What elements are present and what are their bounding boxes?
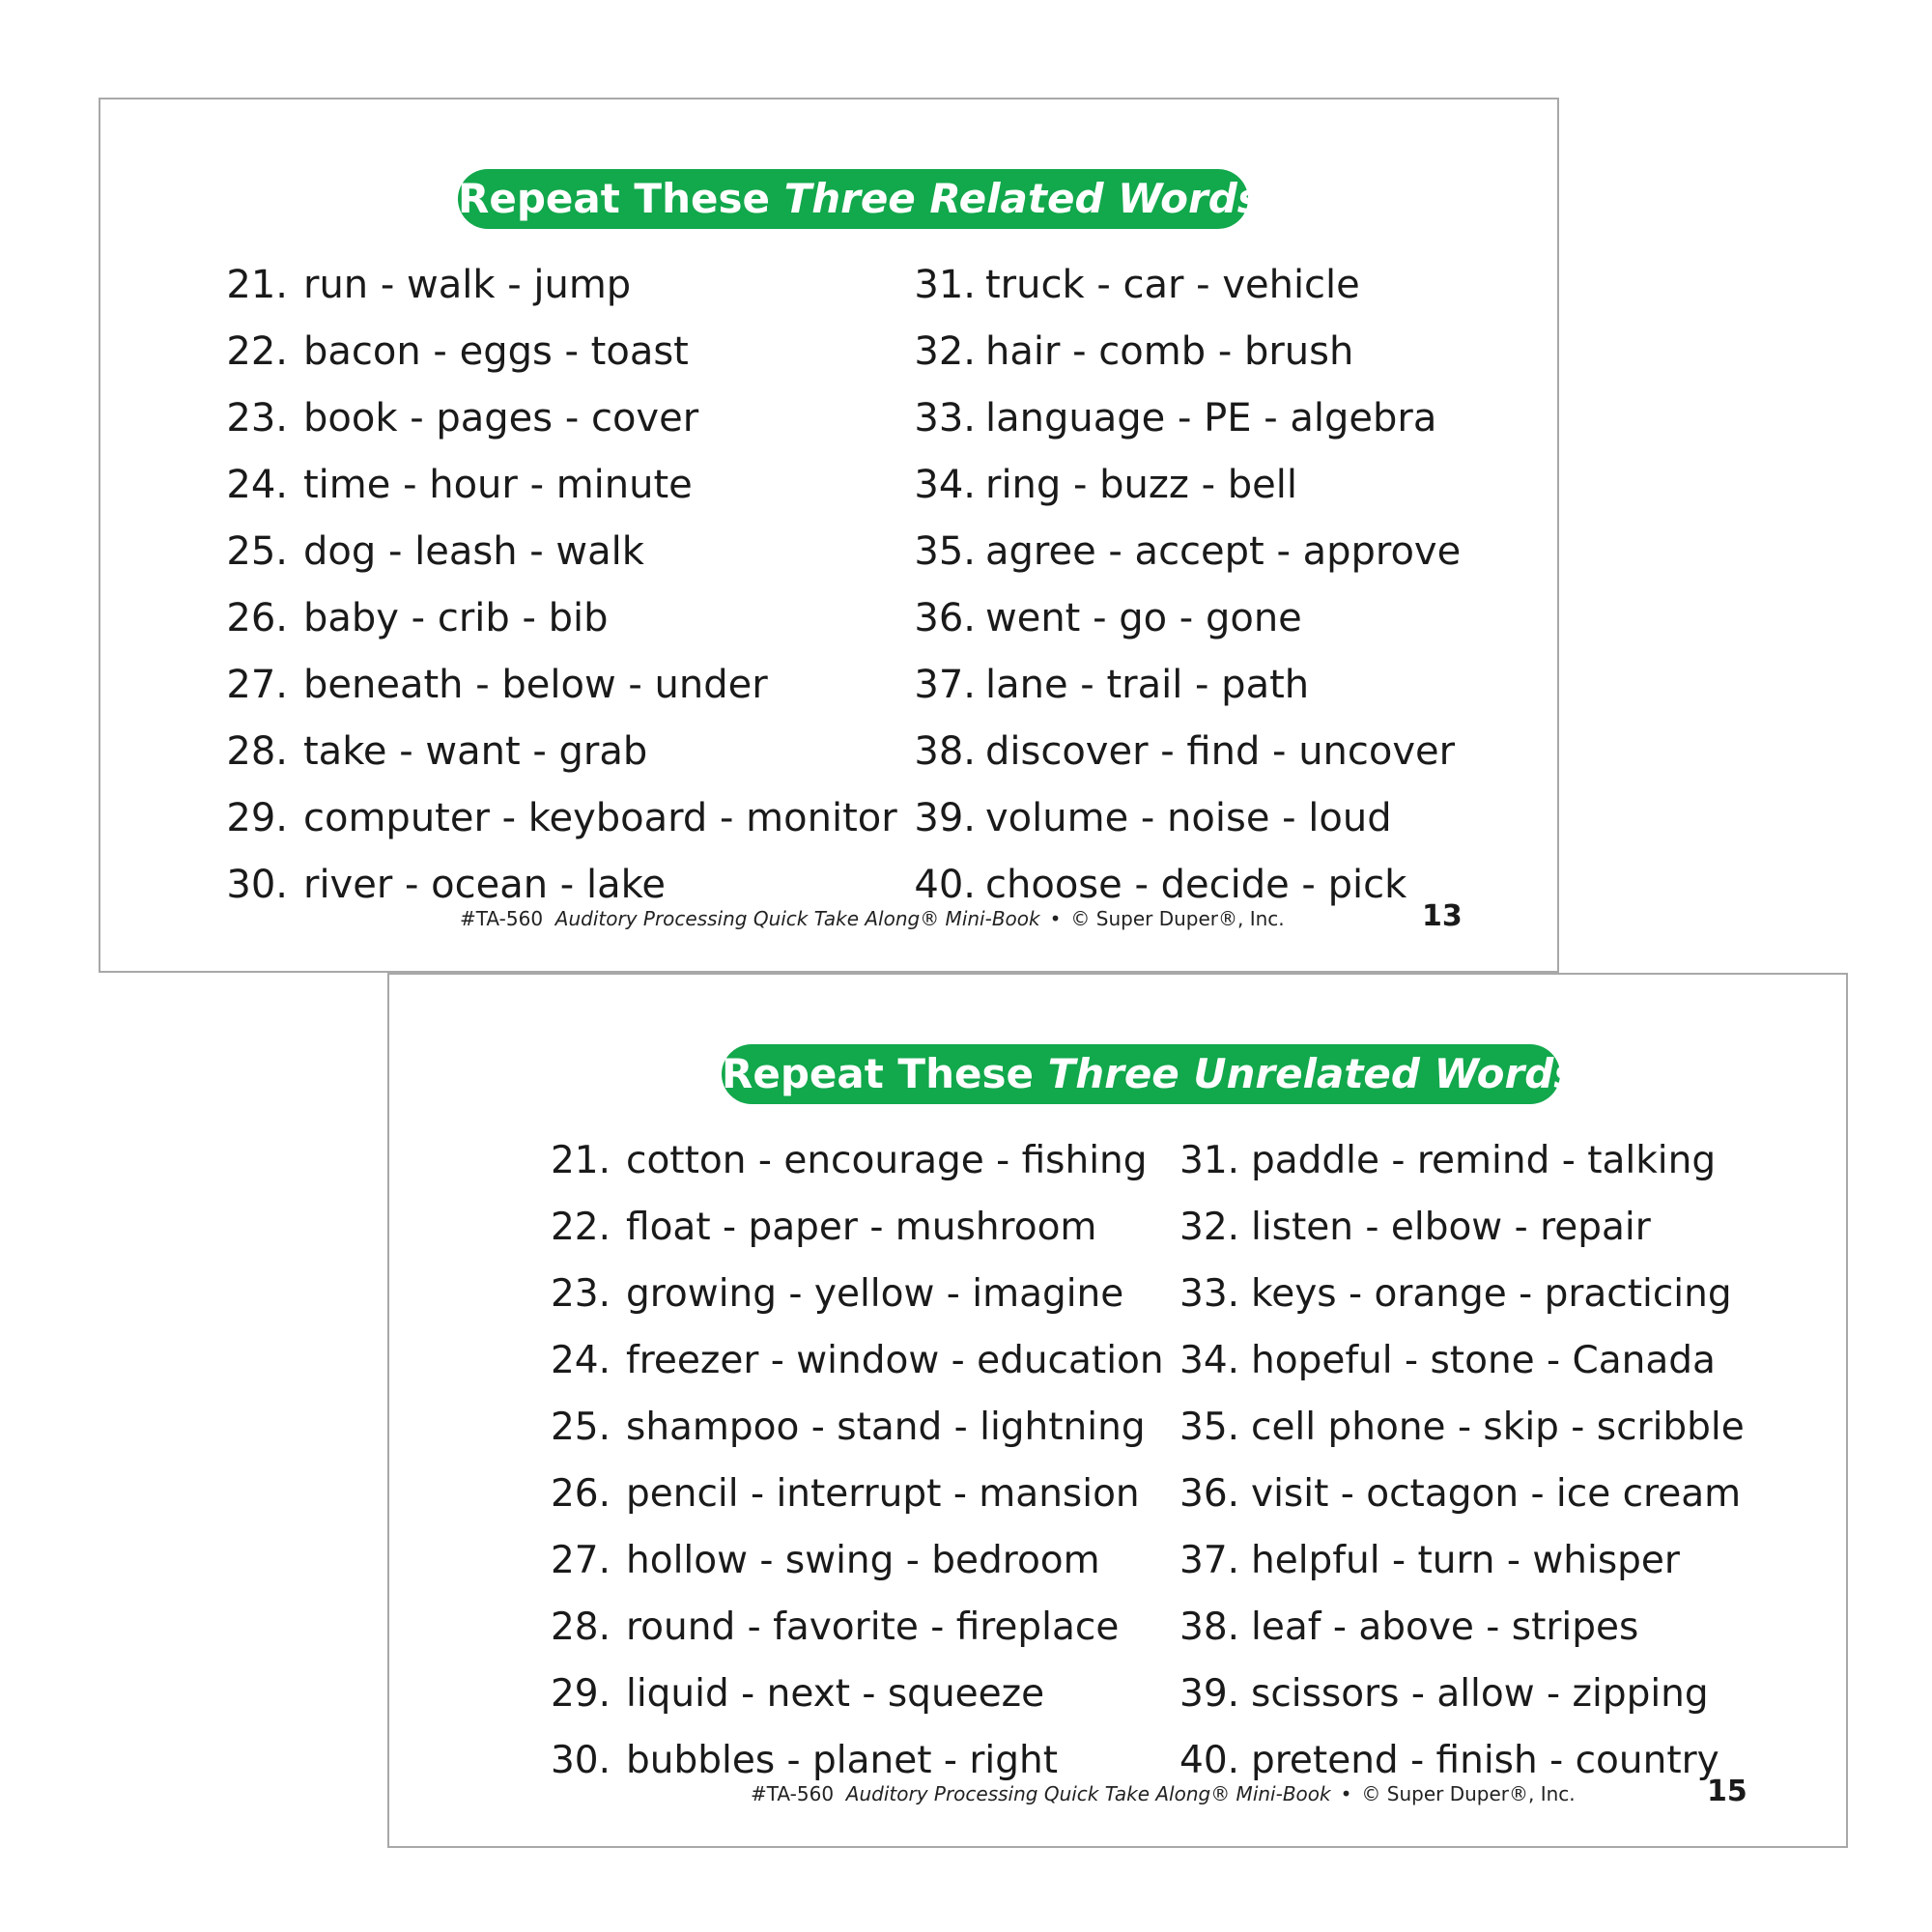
footer-copyright: © Super Duper®, Inc.	[1361, 1782, 1576, 1805]
item-number: 32.	[914, 329, 976, 374]
page-footer	[751, 1782, 1576, 1805]
list-item	[205, 385, 897, 452]
item-number: 37.	[1179, 1539, 1240, 1582]
item-number: 27.	[226, 663, 288, 707]
item-words: take - want - grab	[303, 729, 648, 774]
list-item	[529, 1327, 1164, 1394]
item-words: run - walk - jump	[303, 263, 632, 307]
item-number: 40.	[914, 863, 976, 907]
list-item	[529, 1594, 1164, 1661]
item-number: 28.	[226, 729, 288, 774]
item-number: 24.	[226, 463, 288, 507]
heading-banner	[458, 169, 1262, 229]
item-number: 35.	[914, 529, 976, 574]
word-list-right	[914, 252, 1461, 919]
item-words: cotton - encourage - fishing	[626, 1139, 1148, 1182]
list-item	[529, 1461, 1164, 1527]
list-item	[1179, 1194, 1745, 1261]
footer-title: Auditory Processing Quick Take Along® Mini-Book	[845, 1782, 1331, 1805]
page-footer	[460, 907, 1285, 930]
item-words: freezer - window - education	[626, 1339, 1164, 1382]
item-number: 37.	[914, 663, 976, 707]
item-number: 25.	[226, 529, 288, 574]
item-words: leaf - above - stripes	[1251, 1605, 1639, 1649]
item-number: 36.	[914, 596, 976, 640]
item-words: book - pages - cover	[303, 396, 699, 440]
item-words: went - go - gone	[985, 596, 1302, 640]
list-item	[205, 252, 897, 319]
item-words: bubbles - planet - right	[626, 1739, 1058, 1782]
list-item	[205, 785, 897, 852]
item-words: volume - noise - loud	[985, 796, 1392, 840]
footer-code: #TA-560	[460, 907, 544, 930]
list-item	[914, 652, 1461, 719]
item-words: river - ocean - lake	[303, 863, 666, 907]
item-number: 40.	[1179, 1739, 1240, 1782]
item-words: paddle - remind - talking	[1251, 1139, 1717, 1182]
item-words: visit - octagon - ice cream	[1251, 1472, 1742, 1516]
item-words: discover - find - uncover	[985, 729, 1456, 774]
item-number: 34.	[1179, 1339, 1240, 1382]
item-words: dog - leash - walk	[303, 529, 644, 574]
word-list-right	[1179, 1127, 1745, 1794]
list-item	[205, 452, 897, 519]
list-item	[914, 785, 1461, 852]
item-number: 29.	[226, 796, 288, 840]
list-item	[529, 1394, 1164, 1461]
item-number: 38.	[914, 729, 976, 774]
item-number: 39.	[1179, 1672, 1240, 1716]
heading-italic: Three Unrelated Words	[1047, 1050, 1578, 1097]
heading-banner	[722, 1044, 1578, 1104]
list-item	[1179, 1394, 1745, 1461]
list-item	[914, 385, 1461, 452]
item-number: 26.	[226, 596, 288, 640]
item-words: round - favorite - fireplace	[626, 1605, 1120, 1649]
item-words: choose - decide - pick	[985, 863, 1407, 907]
footer-code: #TA-560	[751, 1782, 835, 1805]
footer-bullet: •	[1049, 907, 1062, 930]
word-list-left	[205, 252, 897, 919]
item-number: 38.	[1179, 1605, 1240, 1649]
item-number: 39.	[914, 796, 976, 840]
item-number: 34.	[914, 463, 976, 507]
heading-plain: Repeat These	[458, 175, 784, 222]
list-item	[529, 1194, 1164, 1261]
item-words: scissors - allow - zipping	[1251, 1672, 1709, 1716]
item-number: 30.	[226, 863, 288, 907]
list-item	[529, 1661, 1164, 1727]
item-words: pretend - finish - country	[1251, 1739, 1719, 1782]
list-item	[1179, 1594, 1745, 1661]
item-words: agree - accept - approve	[985, 529, 1462, 574]
item-number: 23.	[550, 1272, 611, 1316]
item-number: 23.	[226, 396, 288, 440]
heading-plain: Repeat These	[722, 1050, 1048, 1097]
footer-title: Auditory Processing Quick Take Along® Mini-Book	[554, 907, 1040, 930]
item-words: language - PE - algebra	[985, 396, 1437, 440]
list-item	[1179, 1127, 1745, 1194]
item-words: ring - buzz - bell	[985, 463, 1297, 507]
list-item	[914, 585, 1461, 652]
item-words: float - paper - mushroom	[626, 1206, 1097, 1249]
footer-bullet: •	[1340, 1782, 1352, 1805]
list-item	[1179, 1461, 1745, 1527]
list-item	[1179, 1327, 1745, 1394]
item-words: liquid - next - squeeze	[626, 1672, 1045, 1716]
item-number: 24.	[550, 1339, 611, 1382]
list-item	[914, 319, 1461, 385]
list-item	[205, 719, 897, 785]
list-item	[205, 519, 897, 585]
item-words: helpful - turn - whisper	[1251, 1539, 1680, 1582]
item-number: 22.	[226, 329, 288, 374]
item-words: lane - trail - path	[985, 663, 1310, 707]
item-words: hollow - swing - bedroom	[626, 1539, 1100, 1582]
page-number: 13	[1422, 899, 1463, 933]
item-number: 29.	[550, 1672, 611, 1716]
list-item	[914, 719, 1461, 785]
item-words: growing - yellow - imagine	[626, 1272, 1124, 1316]
list-item	[529, 1527, 1164, 1594]
list-item	[205, 585, 897, 652]
item-number: 36.	[1179, 1472, 1240, 1516]
list-item	[1179, 1261, 1745, 1327]
item-number: 31.	[1179, 1139, 1240, 1182]
heading-italic: Three Related Words	[783, 175, 1262, 222]
list-item	[205, 652, 897, 719]
item-number: 31.	[914, 263, 976, 307]
page-13-card	[99, 98, 1559, 973]
item-words: keys - orange - practicing	[1251, 1272, 1732, 1316]
item-number: 33.	[1179, 1272, 1240, 1316]
item-number: 35.	[1179, 1406, 1240, 1449]
word-list-left	[529, 1127, 1164, 1794]
item-words: truck - car - vehicle	[985, 263, 1360, 307]
list-item	[1179, 1527, 1745, 1594]
page-15-card	[387, 973, 1848, 1848]
item-words: hair - comb - brush	[985, 329, 1354, 374]
list-item	[914, 452, 1461, 519]
footer-copyright: © Super Duper®, Inc.	[1070, 907, 1285, 930]
item-number: 26.	[550, 1472, 611, 1516]
item-words: computer - keyboard - monitor	[303, 796, 897, 840]
item-words: shampoo - stand - lightning	[626, 1406, 1146, 1449]
list-item	[914, 519, 1461, 585]
item-words: hopeful - stone - Canada	[1251, 1339, 1716, 1382]
list-item	[1179, 1661, 1745, 1727]
item-number: 21.	[550, 1139, 611, 1182]
item-number: 30.	[550, 1739, 611, 1782]
item-words: bacon - eggs - toast	[303, 329, 689, 374]
item-words: baby - crib - bib	[303, 596, 609, 640]
list-item	[914, 252, 1461, 319]
item-words: listen - elbow - repair	[1251, 1206, 1651, 1249]
item-number: 32.	[1179, 1206, 1240, 1249]
item-number: 27.	[550, 1539, 611, 1582]
item-number: 33.	[914, 396, 976, 440]
list-item	[205, 319, 897, 385]
item-number: 28.	[550, 1605, 611, 1649]
item-number: 22.	[550, 1206, 611, 1249]
item-words: cell phone - skip - scribble	[1251, 1406, 1745, 1449]
item-number: 25.	[550, 1406, 611, 1449]
page-number: 15	[1707, 1775, 1747, 1808]
item-number: 21.	[226, 263, 288, 307]
list-item	[529, 1261, 1164, 1327]
item-words: time - hour - minute	[303, 463, 693, 507]
item-words: beneath - below - under	[303, 663, 768, 707]
list-item	[529, 1127, 1164, 1194]
item-words: pencil - interrupt - mansion	[626, 1472, 1140, 1516]
